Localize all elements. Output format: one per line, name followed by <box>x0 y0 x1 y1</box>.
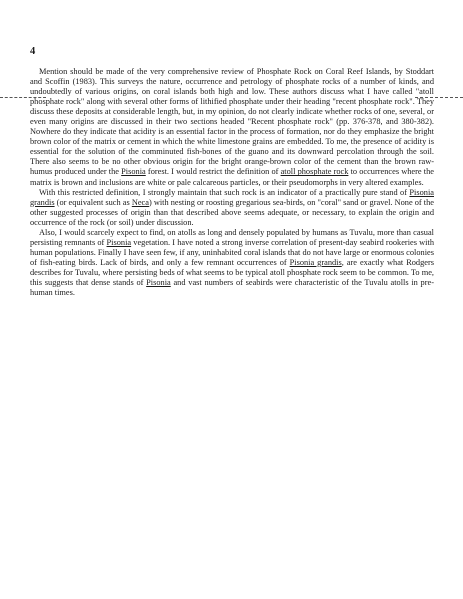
text-run: vegetation. I have noted a strong inverse correlation of present-day seabird rookeries with human populations. Finally I have seen few, if any, uninhabited coral islands that do not have large or enormous colonies of fish-eating birds. Lack of birds, and only a few remnant occurrences of <box>30 237 434 267</box>
text-run: forest. I would restrict the definition of <box>145 167 281 177</box>
underlined-term: Pisonia <box>146 277 171 287</box>
text-run: Mention should be made of the very comprehensive review of Phosphate Rock on Coral Reef Islands, by Stoddart and Scoffin (1983). This surveys the nature, occurrence and petrology of phosphate rocks of a number of kinds, and undoubtedly of various origins, on coral islands both high and low. These authors discuss what I have called "atoll phosphate rock" along with several other forms of lithified phosphate under their heading "recent phosphate rock". They discuss these deposits at considerable length, but, in my opinion, do not clearly indicate whether rocks of one, several, or even many origins are discussed in their two sections headed "Recent phosphate rock" (pp. 376-378, and 380-382). Nowhere do they indicate that acidity is an essential factor in the process of formation, nor do they emphasize the bright brown color of the matrix or cement in which the white limestone grains are embedded. To me, the presence of acidity is essential for the solution of the comminuted fish-bones of the guano and its downward percolation through the soil. There also seems to be no other obvious origin for the bright orange-brown color of the cement than the brown raw-humus produced under the <box>30 67 434 177</box>
underlined-term: Pisonia <box>121 167 146 177</box>
text-run: to occurrences where the matrix is brown and inclusions are white or pale calcareous particles, or their pseudomorphs in very altered examples. <box>30 167 434 187</box>
text-run: Also, I would scarcely expect to find, on atolls as long and densely populated by humans as Tuvalu, more than casual persisting remnants of <box>30 227 434 247</box>
page-number: 4 <box>30 46 36 57</box>
underlined-term: Pisonia grandis <box>30 187 434 207</box>
paragraph <box>30 188 434 228</box>
text-run: With this restricted definition, I strongly maintain that such rock is an indicator of a practically pure stand of <box>39 187 410 197</box>
text-run: , are exactly what Rodgers describes for Tuvalu, where persisting beds of what seems to be typical atoll phosphate rock seem to be common. To me, this suggests that dense stands of <box>30 257 434 287</box>
body-text <box>30 67 434 298</box>
underlined-term: Pisonia <box>106 237 132 247</box>
underlined-term: Neca <box>131 197 149 207</box>
paragraph <box>30 67 434 188</box>
underlined-term: atoll phosphate rock <box>280 167 349 177</box>
text-run: (or equivalent such as <box>54 197 132 207</box>
text-run: ) with nesting or roosting gregarious sea-birds, on "coral" sand or gravel. None of the other suggested processes of origin than that described above seems adequate, or necessary, to explain the origin and occurrence of the rock (or soil) under discussion. <box>30 197 435 227</box>
text-run: and vast numbers of seabirds were characteristic of the Tuvalu atolls in pre-human times. <box>30 277 434 298</box>
underlined-term: Pisonia grandis <box>289 257 342 267</box>
paragraph <box>30 228 434 298</box>
